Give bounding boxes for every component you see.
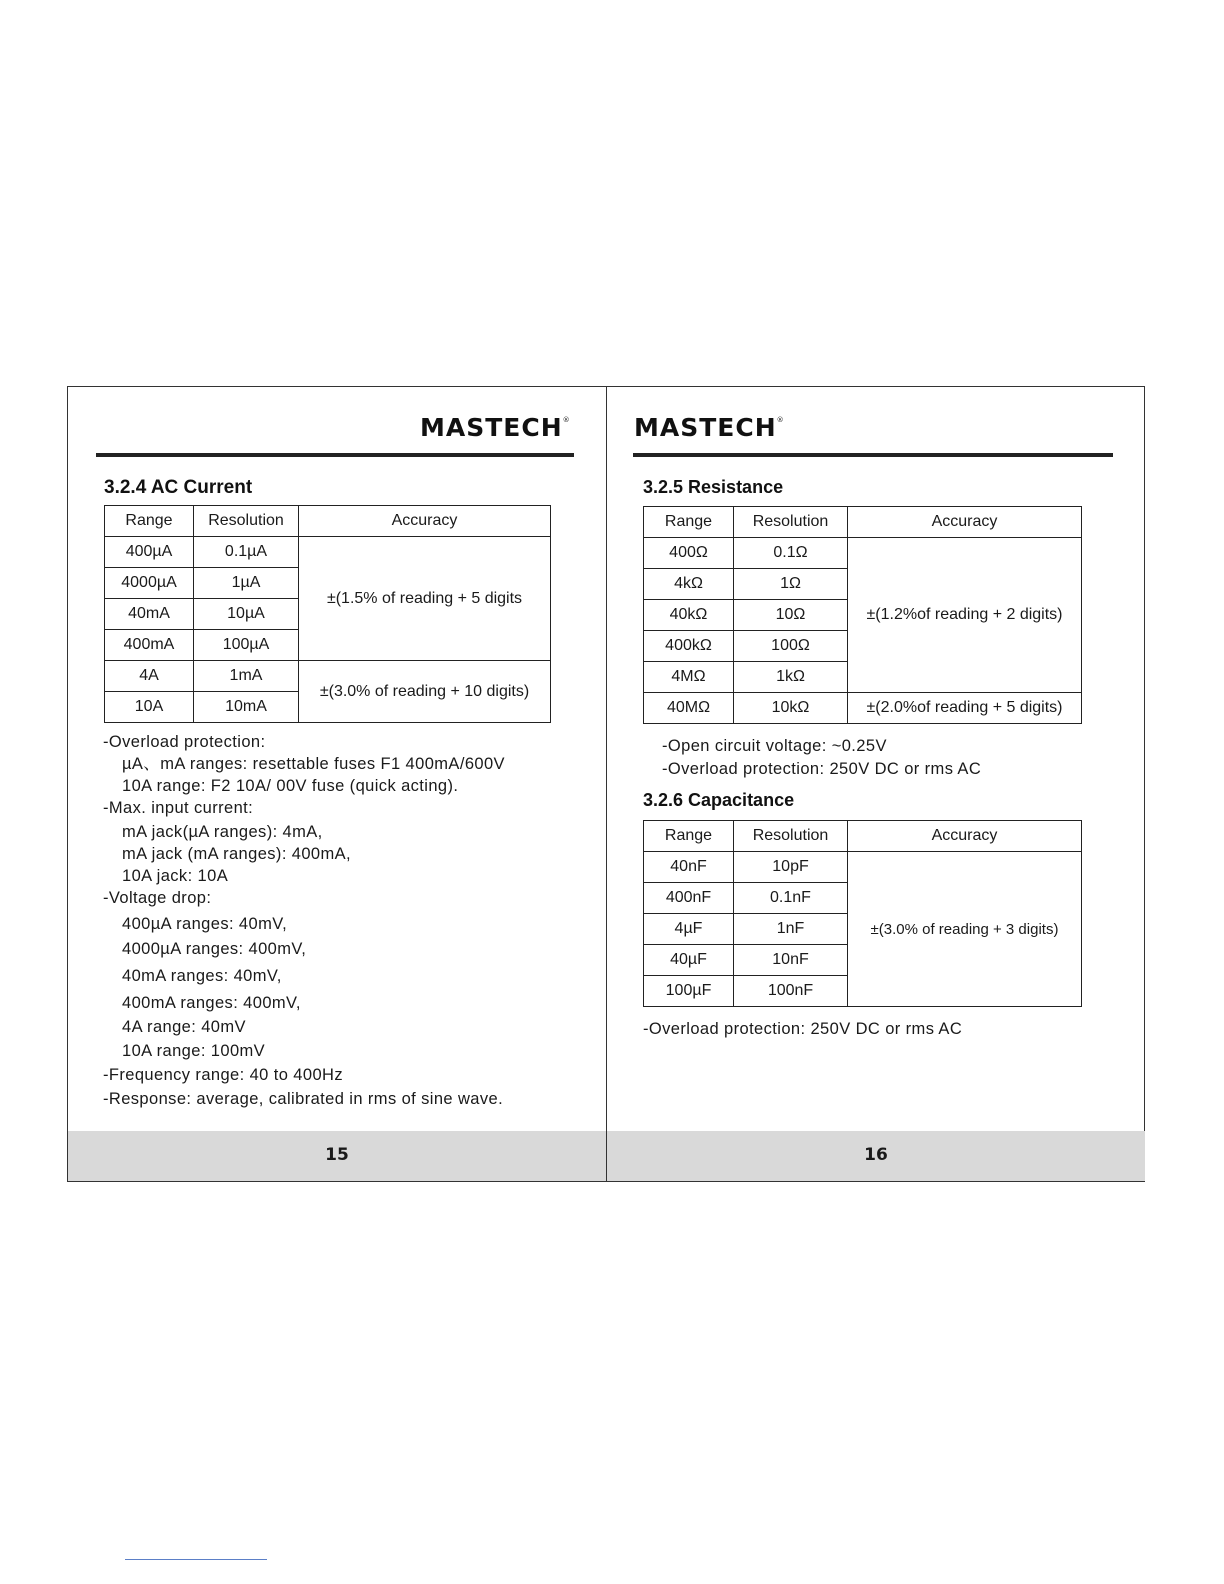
section-heading-resistance: 3.2.5 Resistance: [643, 477, 784, 497]
range-cell: 40MΩ: [644, 693, 734, 724]
resolution-cell: 0.1nF: [734, 883, 848, 914]
resolution-cell: 0.1µA: [194, 537, 299, 568]
note-line: -Overload protection: 250V DC or rms AC: [662, 760, 982, 778]
resolution-cell: 10mA: [194, 692, 299, 723]
range-cell: 10A: [105, 692, 194, 723]
page-number: 15: [325, 1145, 349, 1165]
note-line: mA jack(µA ranges): 4mA,: [122, 823, 323, 841]
resolution-cell: 1mA: [194, 661, 299, 692]
table-header-row: [644, 821, 1082, 852]
resolution-cell: 1nF: [734, 914, 848, 945]
note-line: 4000µA ranges: 400mV,: [122, 940, 307, 958]
brand-logo: MASTECH®: [634, 413, 785, 442]
resolution-cell: 0.1Ω: [734, 538, 848, 569]
accuracy-cell: ±(3.0% of reading + 10 digits): [299, 661, 551, 723]
brand-logo: MASTECH®: [420, 413, 571, 442]
resolution-cell: 10kΩ: [734, 693, 848, 724]
column-header: Range: [644, 821, 734, 852]
header-rule: [633, 453, 1113, 457]
page-footer: [68, 1131, 606, 1181]
range-cell: 4kΩ: [644, 569, 734, 600]
resistance-table: [643, 506, 1082, 724]
note-line: -Overload protection: 250V DC or rms AC: [643, 1020, 963, 1038]
header-rule: [96, 453, 574, 457]
range-cell: 100µF: [644, 976, 734, 1007]
note-line: 10A range: 100mV: [122, 1042, 266, 1060]
table-row: [644, 693, 1082, 724]
note-line: mA jack (mA ranges): 400mA,: [122, 845, 352, 863]
ac-current-notes: [103, 731, 505, 1110]
resolution-cell: 10Ω: [734, 600, 848, 631]
range-cell: 400nF: [644, 883, 734, 914]
note-line: 400µA ranges: 40mV,: [122, 915, 288, 933]
page-footer: [607, 1131, 1145, 1181]
accuracy-cell: ±(1.2%of reading + 2 digits): [848, 538, 1082, 693]
range-cell: 4µF: [644, 914, 734, 945]
column-header: Resolution: [734, 821, 848, 852]
column-header: Range: [644, 507, 734, 538]
note-line: -Response: average, calibrated in rms of sine wave.: [103, 1090, 504, 1108]
table-header-row: [105, 506, 551, 537]
note-line: -Open circuit voltage: ~0.25V: [662, 737, 887, 755]
column-header: Resolution: [194, 506, 299, 537]
underline-mark: [125, 1559, 267, 1560]
resistance-notes: [662, 735, 981, 781]
range-cell: 400kΩ: [644, 631, 734, 662]
table-row: [105, 537, 551, 568]
table-row: [105, 661, 551, 692]
accuracy-cell: ±(3.0% of reading + 3 digits): [848, 852, 1082, 1007]
range-cell: 40mA: [105, 599, 194, 630]
note-line: -Overload protection:: [103, 733, 266, 751]
capacitance-table: [643, 820, 1082, 1007]
note-line: -Voltage drop:: [103, 889, 212, 907]
range-cell: 400µA: [105, 537, 194, 568]
range-cell: 40µF: [644, 945, 734, 976]
page-16: [607, 387, 1145, 1181]
resolution-cell: 100nF: [734, 976, 848, 1007]
resolution-cell: 1µA: [194, 568, 299, 599]
range-cell: 40nF: [644, 852, 734, 883]
note-line: µA、mA ranges: resettable fuses F1 400mA/600V: [122, 755, 505, 773]
note-line: 400mA ranges: 400mV,: [122, 994, 301, 1012]
page-15: [68, 387, 606, 1181]
note-line: 40mA ranges: 40mV,: [122, 967, 282, 985]
accuracy-cell: ±(2.0%of reading + 5 digits): [848, 693, 1082, 724]
note-line: -Max. input current:: [103, 799, 254, 817]
column-header: Range: [105, 506, 194, 537]
range-cell: 400mA: [105, 630, 194, 661]
resolution-cell: 1Ω: [734, 569, 848, 600]
accuracy-cell: ±(1.5% of reading + 5 digits: [299, 537, 551, 661]
resolution-cell: 10µA: [194, 599, 299, 630]
page-number: 16: [864, 1145, 888, 1165]
table-row: [644, 538, 1082, 569]
table-header-row: [644, 507, 1082, 538]
resolution-cell: 10pF: [734, 852, 848, 883]
range-cell: 4A: [105, 661, 194, 692]
note-line: 4A range: 40mV: [122, 1018, 246, 1036]
column-header: Accuracy: [848, 507, 1082, 538]
resolution-cell: 1kΩ: [734, 662, 848, 693]
range-cell: 40kΩ: [644, 600, 734, 631]
section-heading-capacitance: 3.2.6 Capacitance: [643, 790, 795, 810]
column-header: Accuracy: [299, 506, 551, 537]
column-header: Resolution: [734, 507, 848, 538]
range-cell: 4000µA: [105, 568, 194, 599]
note-line: -Frequency range: 40 to 400Hz: [103, 1066, 343, 1084]
section-heading: 3.2.4 AC Current: [104, 477, 253, 498]
column-header: Accuracy: [848, 821, 1082, 852]
resolution-cell: 100µA: [194, 630, 299, 661]
resolution-cell: 10nF: [734, 945, 848, 976]
resolution-cell: 100Ω: [734, 631, 848, 662]
note-line: 10A range: F2 10A/ 00V fuse (quick acting).: [122, 777, 459, 795]
ac-current-table: [104, 505, 551, 723]
note-line: 10A jack: 10A: [122, 867, 229, 885]
capacitance-notes: [643, 1018, 962, 1041]
range-cell: 400Ω: [644, 538, 734, 569]
manual-spread: [67, 386, 1145, 1182]
range-cell: 4MΩ: [644, 662, 734, 693]
table-row: [644, 852, 1082, 883]
